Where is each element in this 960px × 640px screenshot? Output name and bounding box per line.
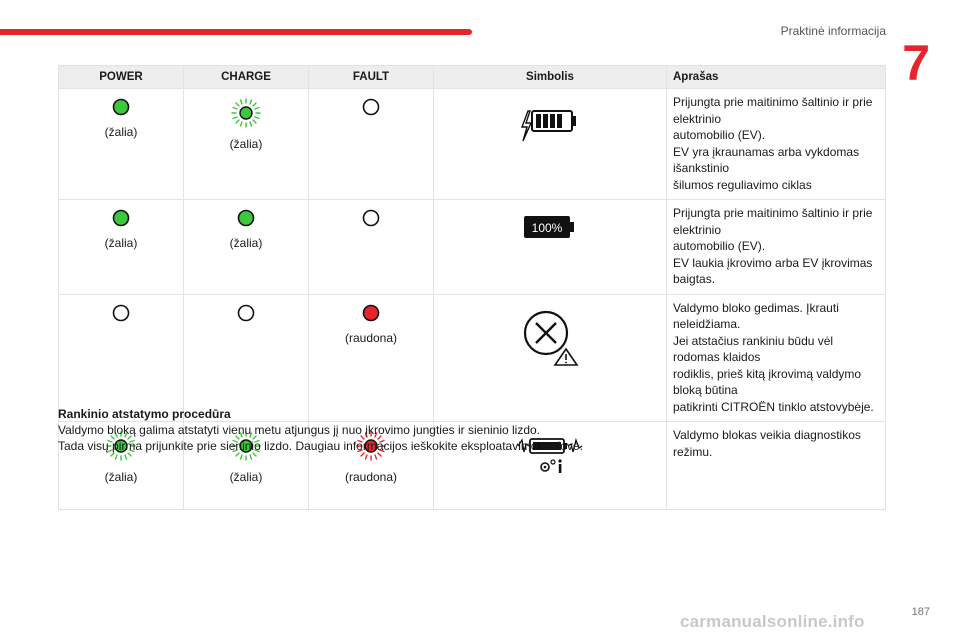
column-header-power: POWER [59,66,184,89]
manual-reset-section [58,406,583,454]
led-color-label: (žalia) [104,470,138,484]
charge-cell [184,200,309,295]
led-color-label: (žalia) [229,470,263,484]
description-cell [667,294,886,422]
led-color-label: (žalia) [229,236,263,250]
power-cell [59,200,184,295]
table-header-row [59,66,886,89]
description-cell [667,89,886,200]
section-title: Praktinė informacija [780,24,886,38]
symbol-cell [434,294,667,422]
symbol-cell [434,200,667,295]
column-header-fault: FAULT [309,66,434,89]
led-color-label: (žalia) [104,125,138,139]
charge-cell [184,89,309,200]
green-led-on-icon [236,208,256,228]
column-header-symbol: Simbolis [434,66,667,89]
green-led-on-icon [111,208,131,228]
description-line: EV laukia įkrovimo arba EV įkrovimas baigtas. [673,255,873,286]
description-line: šilumos reguliavimo ciklas [673,177,812,192]
description-cell [667,200,886,295]
led-color-label: (raudona) [344,330,398,345]
battery-full-icon [522,212,578,242]
table-row [59,200,886,295]
led-off-icon [111,303,131,323]
charge-cell [184,294,309,422]
chapter-number: 7 [902,35,930,91]
led-off-icon [361,208,381,228]
description-line: patikrinti CITROËN tinklo atstovybėje. [673,399,874,414]
led-color-label: (raudona) [344,470,398,484]
description-line: Prijungta prie maitinimo šaltinio ir prie elektrinio [673,206,873,237]
fault-cell [309,294,434,422]
header-accent-bar [0,29,472,35]
green-led-blinking-icon [230,97,262,129]
power-cell [59,294,184,422]
led-color-label: (žalia) [229,137,263,151]
watermark-text: carmanualsonline.info [680,612,865,631]
battery-percent-text: 100% [531,221,563,235]
description-line: EV yra įkraunamas arba vykdomas išankstinio [673,144,860,175]
power-cell [59,89,184,200]
description-line: Jei atstačius rankiniu būdu vėl rodomas klaidos [673,333,834,364]
green-led-on-icon [111,97,131,117]
reset-text-line: Valdymo bloką galima atstatyti vienu metu atjungus jį nuo įkrovimo jungties ir sieninio lizdo. [58,423,541,437]
column-header-charge: CHARGE [184,66,309,89]
description-line: rodiklis, prieš kitą įkrovimą valdymo bloką būtina [673,366,862,397]
description-line: Valdymo bloko gedimas. Įkrauti neleidžiama. [673,300,839,331]
description-line: automobilio (EV). [673,128,766,142]
reset-text-line: Tada visų pirma prijunkite prie sieninio lizdo. Daugiau informacijos ieškokite eksploatavimo vadove. [58,439,583,453]
description-line: automobilio (EV). [673,239,766,253]
description-line: Prijungta prie maitinimo šaltinio ir prie elektrinio [673,95,873,126]
red-led-on-icon [361,303,381,323]
table-row [59,89,886,200]
page-number: 187 [911,606,930,618]
led-off-icon [236,303,256,323]
fault-cell [309,89,434,200]
column-header-description: Aprašas [667,66,886,89]
led-off-icon [361,97,381,117]
reset-heading: Rankinio atstatymo procedūra [58,407,231,421]
led-color-label: (žalia) [104,236,138,250]
fault-cell [309,200,434,295]
description-cell [667,422,886,510]
description-line: Valdymo blokas veikia diagnostikos režimu. [673,428,861,459]
table-row [59,294,886,422]
symbol-cell [434,89,667,200]
battery-charging-icon [520,101,580,147]
fault-warning-icon [520,307,580,367]
